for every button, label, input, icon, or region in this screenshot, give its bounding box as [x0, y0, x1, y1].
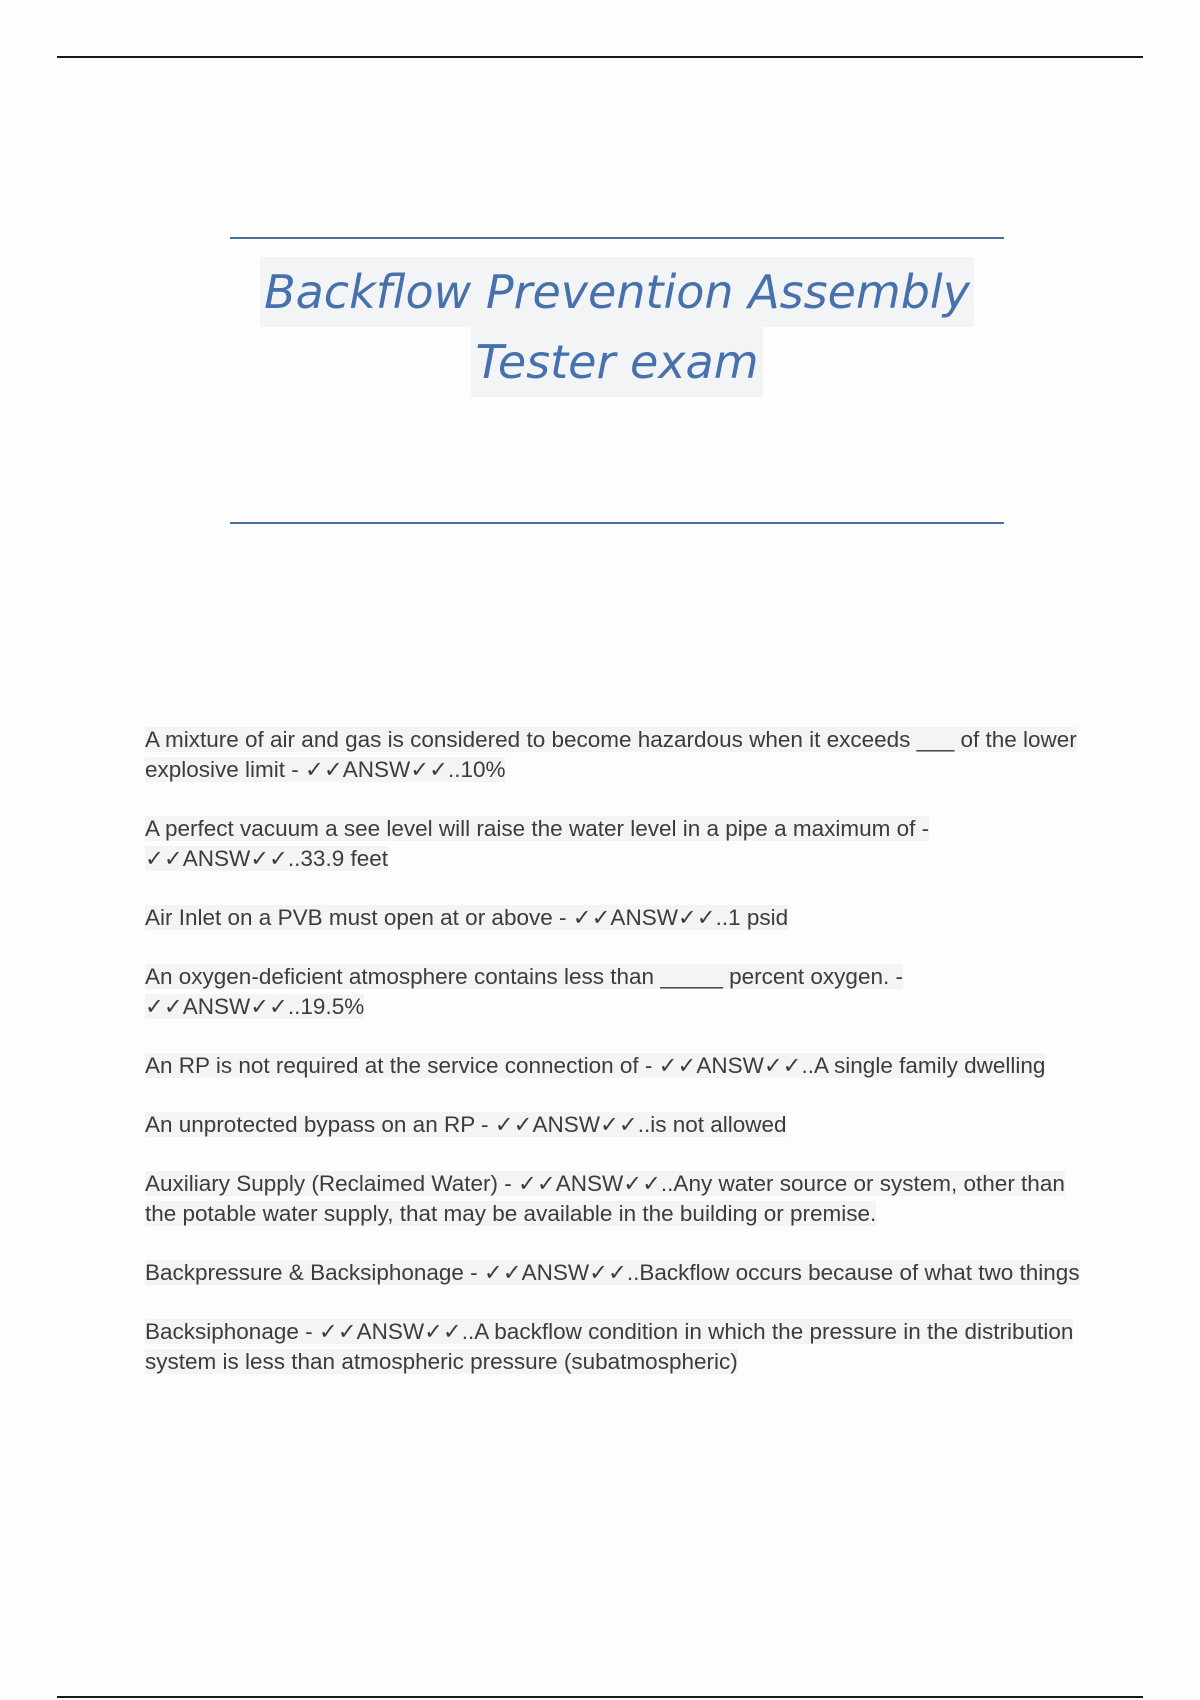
qa-text: A mixture of air and gas is considered to become hazardous when it exceeds ___ of the lower explosive limit - ✓✓ANSW✓✓..10% — [145, 727, 1077, 782]
qa-item — [145, 1169, 1095, 1229]
qa-list — [145, 725, 1095, 1406]
qa-text: Backsiphonage - ✓✓ANSW✓✓..A backflow condition in which the pressure in the distribution system is less than atmospheric pressure (subatmospheric) — [145, 1319, 1074, 1374]
qa-item — [145, 1110, 1095, 1140]
document-title — [230, 257, 1004, 397]
qa-text: Backpressure & Backsiphonage - ✓✓ANSW✓✓..Backflow occurs because of what two things — [145, 1260, 1080, 1285]
title-block — [230, 237, 1004, 524]
qa-item — [145, 1317, 1095, 1377]
qa-item — [145, 1258, 1095, 1288]
title-line-2: Tester exam — [471, 327, 762, 397]
qa-text: Auxiliary Supply (Reclaimed Water) - ✓✓ANSW✓✓..Any water source or system, other than the potable water supply, that may be available in the building or premise. — [145, 1171, 1065, 1226]
title-top-rule — [230, 237, 1004, 239]
title-bottom-rule — [230, 522, 1004, 524]
qa-item — [145, 814, 1095, 874]
qa-text: An RP is not required at the service connection of - ✓✓ANSW✓✓..A single family dwelling — [145, 1053, 1046, 1078]
qa-text: A perfect vacuum a see level will raise the water level in a pipe a maximum of - ✓✓ANSW✓✓..33.9 feet — [145, 816, 930, 871]
qa-item — [145, 1051, 1095, 1081]
page-top-rule — [57, 56, 1143, 58]
qa-item — [145, 962, 1095, 1022]
title-line-1: Backflow Prevention Assembly — [260, 257, 974, 327]
qa-item — [145, 725, 1095, 785]
qa-text: An oxygen-deficient atmosphere contains less than _____ percent oxygen. - ✓✓ANSW✓✓..19.5% — [145, 964, 903, 1019]
qa-text: Air Inlet on a PVB must open at or above - ✓✓ANSW✓✓..1 psid — [145, 905, 789, 930]
qa-text: An unprotected bypass on an RP - ✓✓ANSW✓✓..is not allowed — [145, 1112, 787, 1137]
qa-item — [145, 903, 1095, 933]
page-bottom-rule — [57, 1696, 1143, 1698]
